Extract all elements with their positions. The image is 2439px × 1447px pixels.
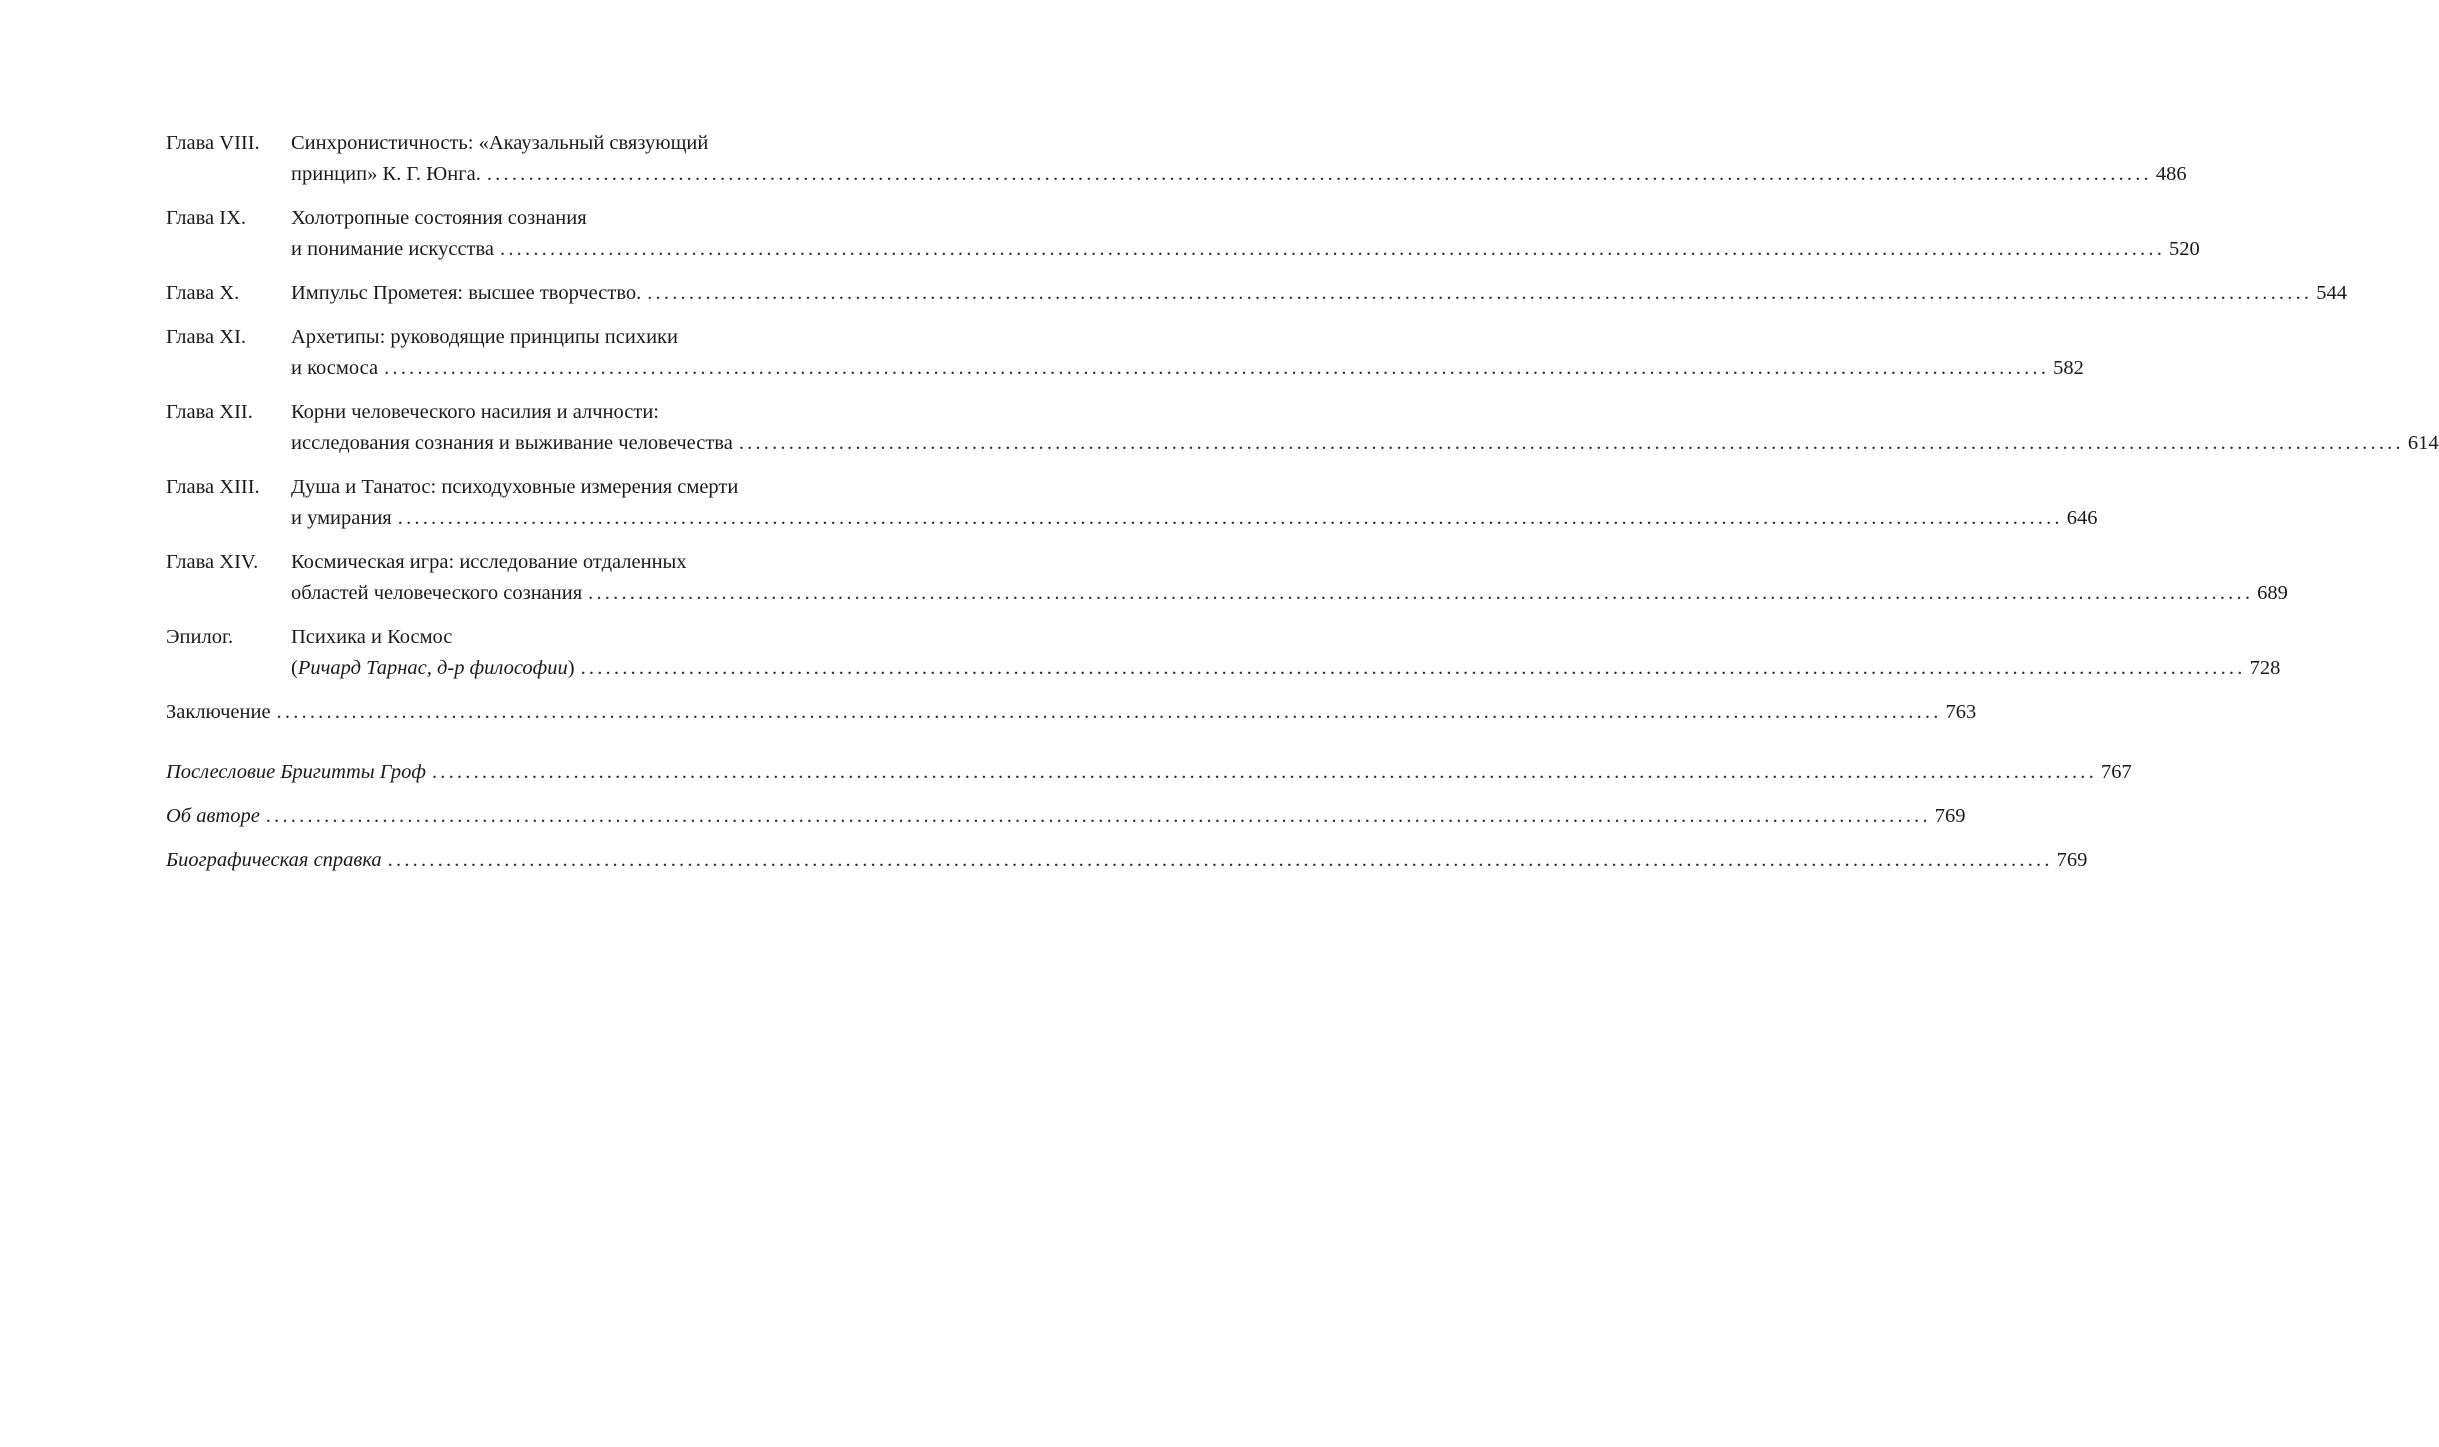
page-number: 689 <box>2257 582 2288 604</box>
leader-dots: ........................................................................................................................................................................................................ <box>486 163 2152 185</box>
chapter-title-line1: Архетипы: руководящие принципы психики <box>291 326 678 348</box>
chapter-title-line2: и космоса <box>291 357 379 379</box>
toc-entry-chapter-8[interactable] <box>166 128 2187 190</box>
leader-dots: ........................................................................................................................................................................................................ <box>500 238 2166 260</box>
leader-dots: ........................................................................................................................................................................................................ <box>588 582 2254 604</box>
chapter-label: Глава IX. <box>166 207 247 229</box>
toc-entry-chapter-9[interactable] <box>166 203 2200 265</box>
biography-title: Биографическая справка <box>166 849 382 871</box>
epilogue-label: Эпилог. <box>166 626 234 648</box>
epilogue-author: Ричард Тарнас, д-р философии <box>297 657 568 679</box>
conclusion-title: Заключение <box>166 701 271 723</box>
chapter-title-line2: и понимание искусства <box>291 238 495 260</box>
chapter-label: Глава XII. <box>166 401 253 423</box>
toc-entry-chapter-13[interactable] <box>166 472 2098 534</box>
toc-entry-chapter-10[interactable] <box>166 278 2347 309</box>
section-gap <box>166 741 886 757</box>
page-number: 763 <box>1945 701 1977 723</box>
page-number: 767 <box>2100 761 2132 783</box>
table-of-contents <box>166 128 2439 889</box>
chapter-title-line2: исследования сознания и выживание человечества <box>291 432 733 454</box>
page-number: 769 <box>2056 849 2088 871</box>
leader-dots: ........................................................................................................................................................................................................ <box>580 657 2246 679</box>
leader-dots: ........................................................................................................................................................................................................ <box>276 701 1942 723</box>
chapter-title-line1: Холотропные состояния сознания <box>291 207 587 229</box>
toc-entry-afterword[interactable] <box>166 757 2132 788</box>
chapter-title: Импульс Прометея: высшее творчество. <box>291 282 642 304</box>
page-number: 728 <box>2249 657 2281 679</box>
chapter-label: Глава XIII. <box>166 476 260 498</box>
page-number: 646 <box>2066 507 2098 529</box>
chapter-label: Глава VIII. <box>166 132 260 154</box>
toc-entry-chapter-14[interactable] <box>166 547 2288 609</box>
paren-open: ( <box>291 657 298 679</box>
leader-dots: ........................................................................................................................................................................................................ <box>397 507 2063 529</box>
chapter-label: Глава XI. <box>166 326 247 348</box>
afterword-title: Послесловие Бригитты Гроф <box>166 761 426 783</box>
leader-dots: ........................................................................................................................................................................................................ <box>738 432 2404 454</box>
leader-dots: ........................................................................................................................................................................................................ <box>431 761 2097 783</box>
chapter-title-line2: и умирания <box>291 507 392 529</box>
page-number: 544 <box>2316 282 2347 304</box>
page-number: 769 <box>1934 805 1966 827</box>
page-number: 582 <box>2053 357 2084 379</box>
chapter-title-line2: принцип» К. Г. Юнга. <box>291 163 481 185</box>
leader-dots: ........................................................................................................................................................................................................ <box>384 357 2050 379</box>
leader-dots: ........................................................................................................................................................................................................ <box>265 805 1931 827</box>
page-number: 486 <box>2155 163 2187 185</box>
about-author-title: Об авторе <box>166 805 260 827</box>
toc-entry-biography[interactable] <box>166 845 2088 876</box>
chapter-title-line1: Синхронистичность: «Акаузальный связующий <box>291 132 709 154</box>
toc-entry-chapter-12[interactable] <box>166 397 2439 459</box>
toc-entry-chapter-11[interactable] <box>166 322 2084 384</box>
epilogue-title: Психика и Космос <box>291 626 453 648</box>
leader-dots: ........................................................................................................................................................................................................ <box>647 282 2313 304</box>
toc-entry-epilogue[interactable] <box>166 622 2281 684</box>
toc-entry-conclusion[interactable] <box>166 697 1977 728</box>
chapter-title-line1: Космическая игра: исследование отдаленных <box>291 551 687 573</box>
chapter-title-line1: Корни человеческого насилия и алчности: <box>291 401 659 423</box>
paren-close: ) <box>567 657 575 679</box>
chapter-label: Глава XIV. <box>166 551 259 573</box>
chapter-title-line1: Душа и Танатос: психодуховные измерения смерти <box>291 476 739 498</box>
page-number: 520 <box>2169 238 2200 260</box>
chapter-label: Глава X. <box>166 282 240 304</box>
toc-entry-about-author[interactable] <box>166 801 1966 832</box>
chapter-title-line2: областей человеческого сознания <box>291 582 583 604</box>
leader-dots: ........................................................................................................................................................................................................ <box>387 849 2053 871</box>
page-number: 614 <box>2407 432 2439 454</box>
